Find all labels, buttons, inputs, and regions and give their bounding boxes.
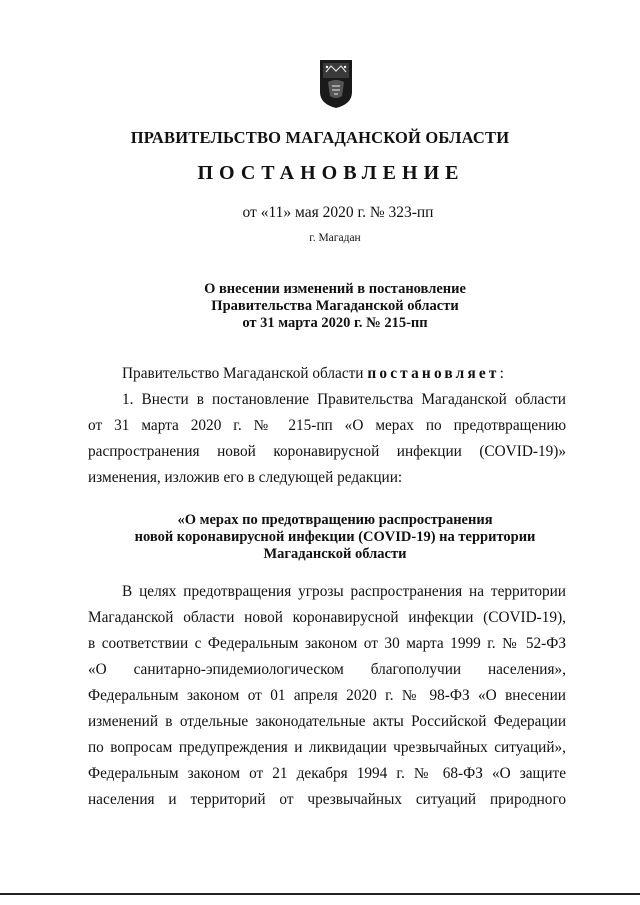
document-date-number: от «11» мая 2020 г. № 323-пп: [242, 204, 434, 221]
body-paragraph: [88, 579, 566, 813]
new-edition-title: [0, 512, 640, 563]
text-line: изменений в отдельные законодательные акты Российской Федерации: [88, 713, 566, 730]
text-line: «О санитарно-эпидемиологическом благополучии населения»,: [88, 661, 566, 678]
text-line: распространения новой коронавирусной инфекции (COVID-19)»: [88, 443, 566, 460]
page-bottom-rule: [0, 893, 640, 895]
text-line: населения и территорий от чрезвычайных ситуаций природного: [88, 791, 566, 808]
preamble-line: [88, 361, 566, 387]
document-subject: [0, 281, 640, 332]
text-line: Федеральным законом от 21 декабря 1994 г. № 68-ФЗ «О защите: [88, 765, 566, 782]
text-line: в соответствии с Федеральным законом от 30 марта 1999 г. № 52-ФЗ: [88, 635, 566, 652]
government-title: ПРАВИТЕЛЬСТВО МАГАДАНСКОЙ ОБЛАСТИ: [130, 128, 510, 147]
text-line: В целях предотвращения угрозы распространения на территории: [122, 583, 566, 600]
new-title-line: новой коронавирусной инфекции (COVID-19) на территории: [134, 529, 536, 545]
new-title-line: Магаданской области: [263, 546, 407, 562]
magadan-coat-of-arms-icon: [318, 58, 354, 110]
document-type: ПОСТАНОВЛЕНИЕ: [197, 162, 465, 184]
preamble-colon: :: [499, 365, 504, 382]
text-line: 1. Внести в постановление Правительства Магаданской области: [122, 391, 566, 408]
new-title-line: «О мерах по предотвращению распространения: [177, 512, 493, 528]
text-line: Магаданской области новой коронавирусной инфекции (COVID-19),: [88, 609, 566, 626]
preamble-and-item-1: [88, 361, 566, 491]
text-line: от 31 марта 2020 г. № 215-пп «О мерах по предотвращению: [88, 417, 566, 434]
subject-line: О внесении изменений в постановление: [204, 281, 466, 297]
text-line: по вопросам предупреждения и ликвидации чрезвычайных ситуаций»,: [88, 739, 566, 756]
text-line: Федеральным законом от 01 апреля 2020 г. № 98-ФЗ «О внесении: [88, 687, 566, 704]
text-line: изменения, изложив его в следующей редакции:: [88, 469, 403, 486]
preamble-verb: постановляет: [367, 365, 500, 382]
preamble-lead: Правительство Магаданской области: [122, 365, 368, 382]
subject-line: Правительства Магаданской области: [211, 298, 459, 314]
subject-line: от 31 марта 2020 г. № 215-пп: [242, 315, 428, 331]
document-city: г. Магадан: [309, 232, 361, 244]
